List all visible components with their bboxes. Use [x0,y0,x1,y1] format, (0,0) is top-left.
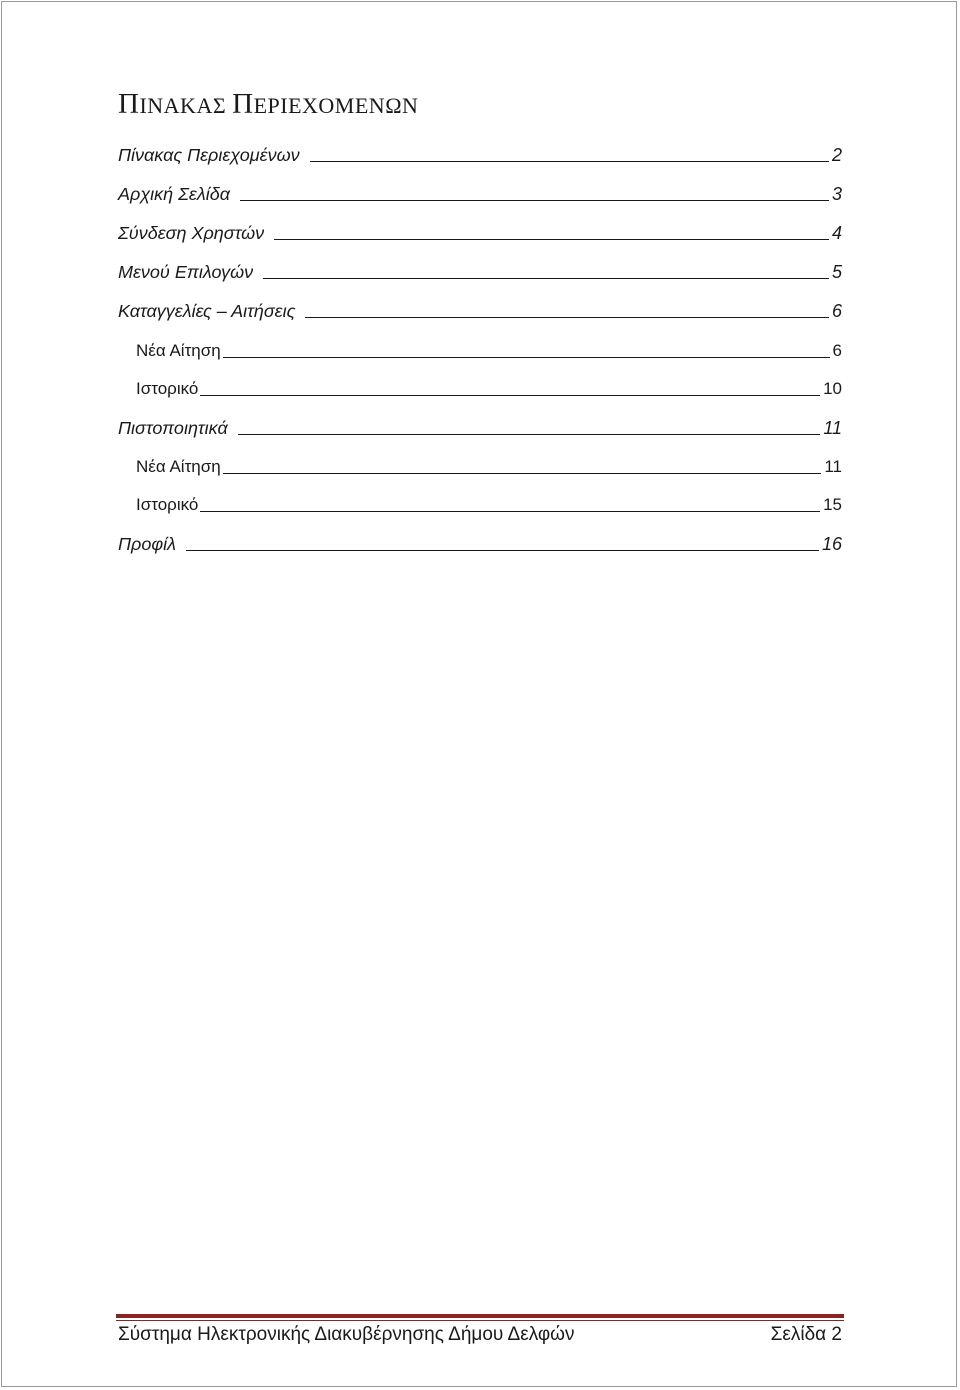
toc-entry[interactable] [118,179,842,205]
footer-document-title: Σύστημα Ηλεκτρονικής Διακυβέρνησης Δήμου Δελφών [118,1324,575,1345]
toc-page-number: 10 [823,379,842,398]
toc-page-number: 6 [831,301,842,321]
toc-page-number: 6 [832,341,842,360]
toc-leader-line [238,434,821,435]
toc-leader-line [223,357,830,358]
toc-entry-label: Νέα Αίτηση [136,341,221,360]
toc-subentry[interactable] [136,336,842,362]
toc-page-number: 2 [831,145,842,165]
toc-subentry[interactable] [136,490,842,516]
toc-page-number: 5 [831,262,842,282]
toc-leader-line [274,239,829,240]
toc-entry[interactable] [118,413,842,439]
toc-leader-line [200,511,820,512]
toc-page-number: 3 [831,184,842,204]
toc-entry-label: Νέα Αίτηση [136,457,221,476]
toc-entry[interactable] [118,218,842,244]
footer-rule-thick [116,1314,844,1318]
toc-entry-label: Καταγγελίες – Αιτήσεις [118,301,296,321]
toc-page-number: 4 [831,223,842,243]
toc-entry[interactable] [118,140,842,166]
toc-leader-line [200,395,820,396]
toc-entry-label: Αρχική Σελίδα [118,184,230,204]
toc-leader-line [263,278,829,279]
toc-entry-label: Ιστορικό [136,495,199,514]
toc-leader-line [223,473,822,474]
toc-leader-line [240,200,829,201]
toc-subentry[interactable] [136,374,842,400]
toc-entry-label: Πίνακας Περιεχομένων [118,145,300,165]
toc-entry[interactable] [118,296,842,322]
toc-entry-label: Σύνδεση Χρηστών [118,223,265,243]
footer-rule-thin [116,1320,844,1321]
toc-leader-line [305,317,829,318]
toc-list [0,0,960,560]
toc-entry-label: Πιστοποιητικά [118,418,228,438]
toc-page-number: 11 [823,418,842,438]
toc-entry-label: Προφίλ [118,534,176,554]
toc-page-number: 11 [824,457,842,476]
toc-leader-line [186,550,819,551]
toc-leader-line [310,161,829,162]
toc-entry[interactable] [118,257,842,283]
toc-entry-label: Μενού Επιλογών [118,262,254,282]
toc-title: ΠΙΝΑΚΑΣ ΠΕΡΙΕΧΟΜΕΝΩΝ [118,88,419,120]
toc-entry-label: Ιστορικό [136,379,199,398]
toc-subentry[interactable] [136,452,842,478]
toc-page-number: 15 [823,495,842,514]
toc-entry[interactable] [118,529,842,555]
toc-page-number: 16 [821,534,842,554]
footer-page-number: Σελίδα 2 [770,1324,842,1345]
